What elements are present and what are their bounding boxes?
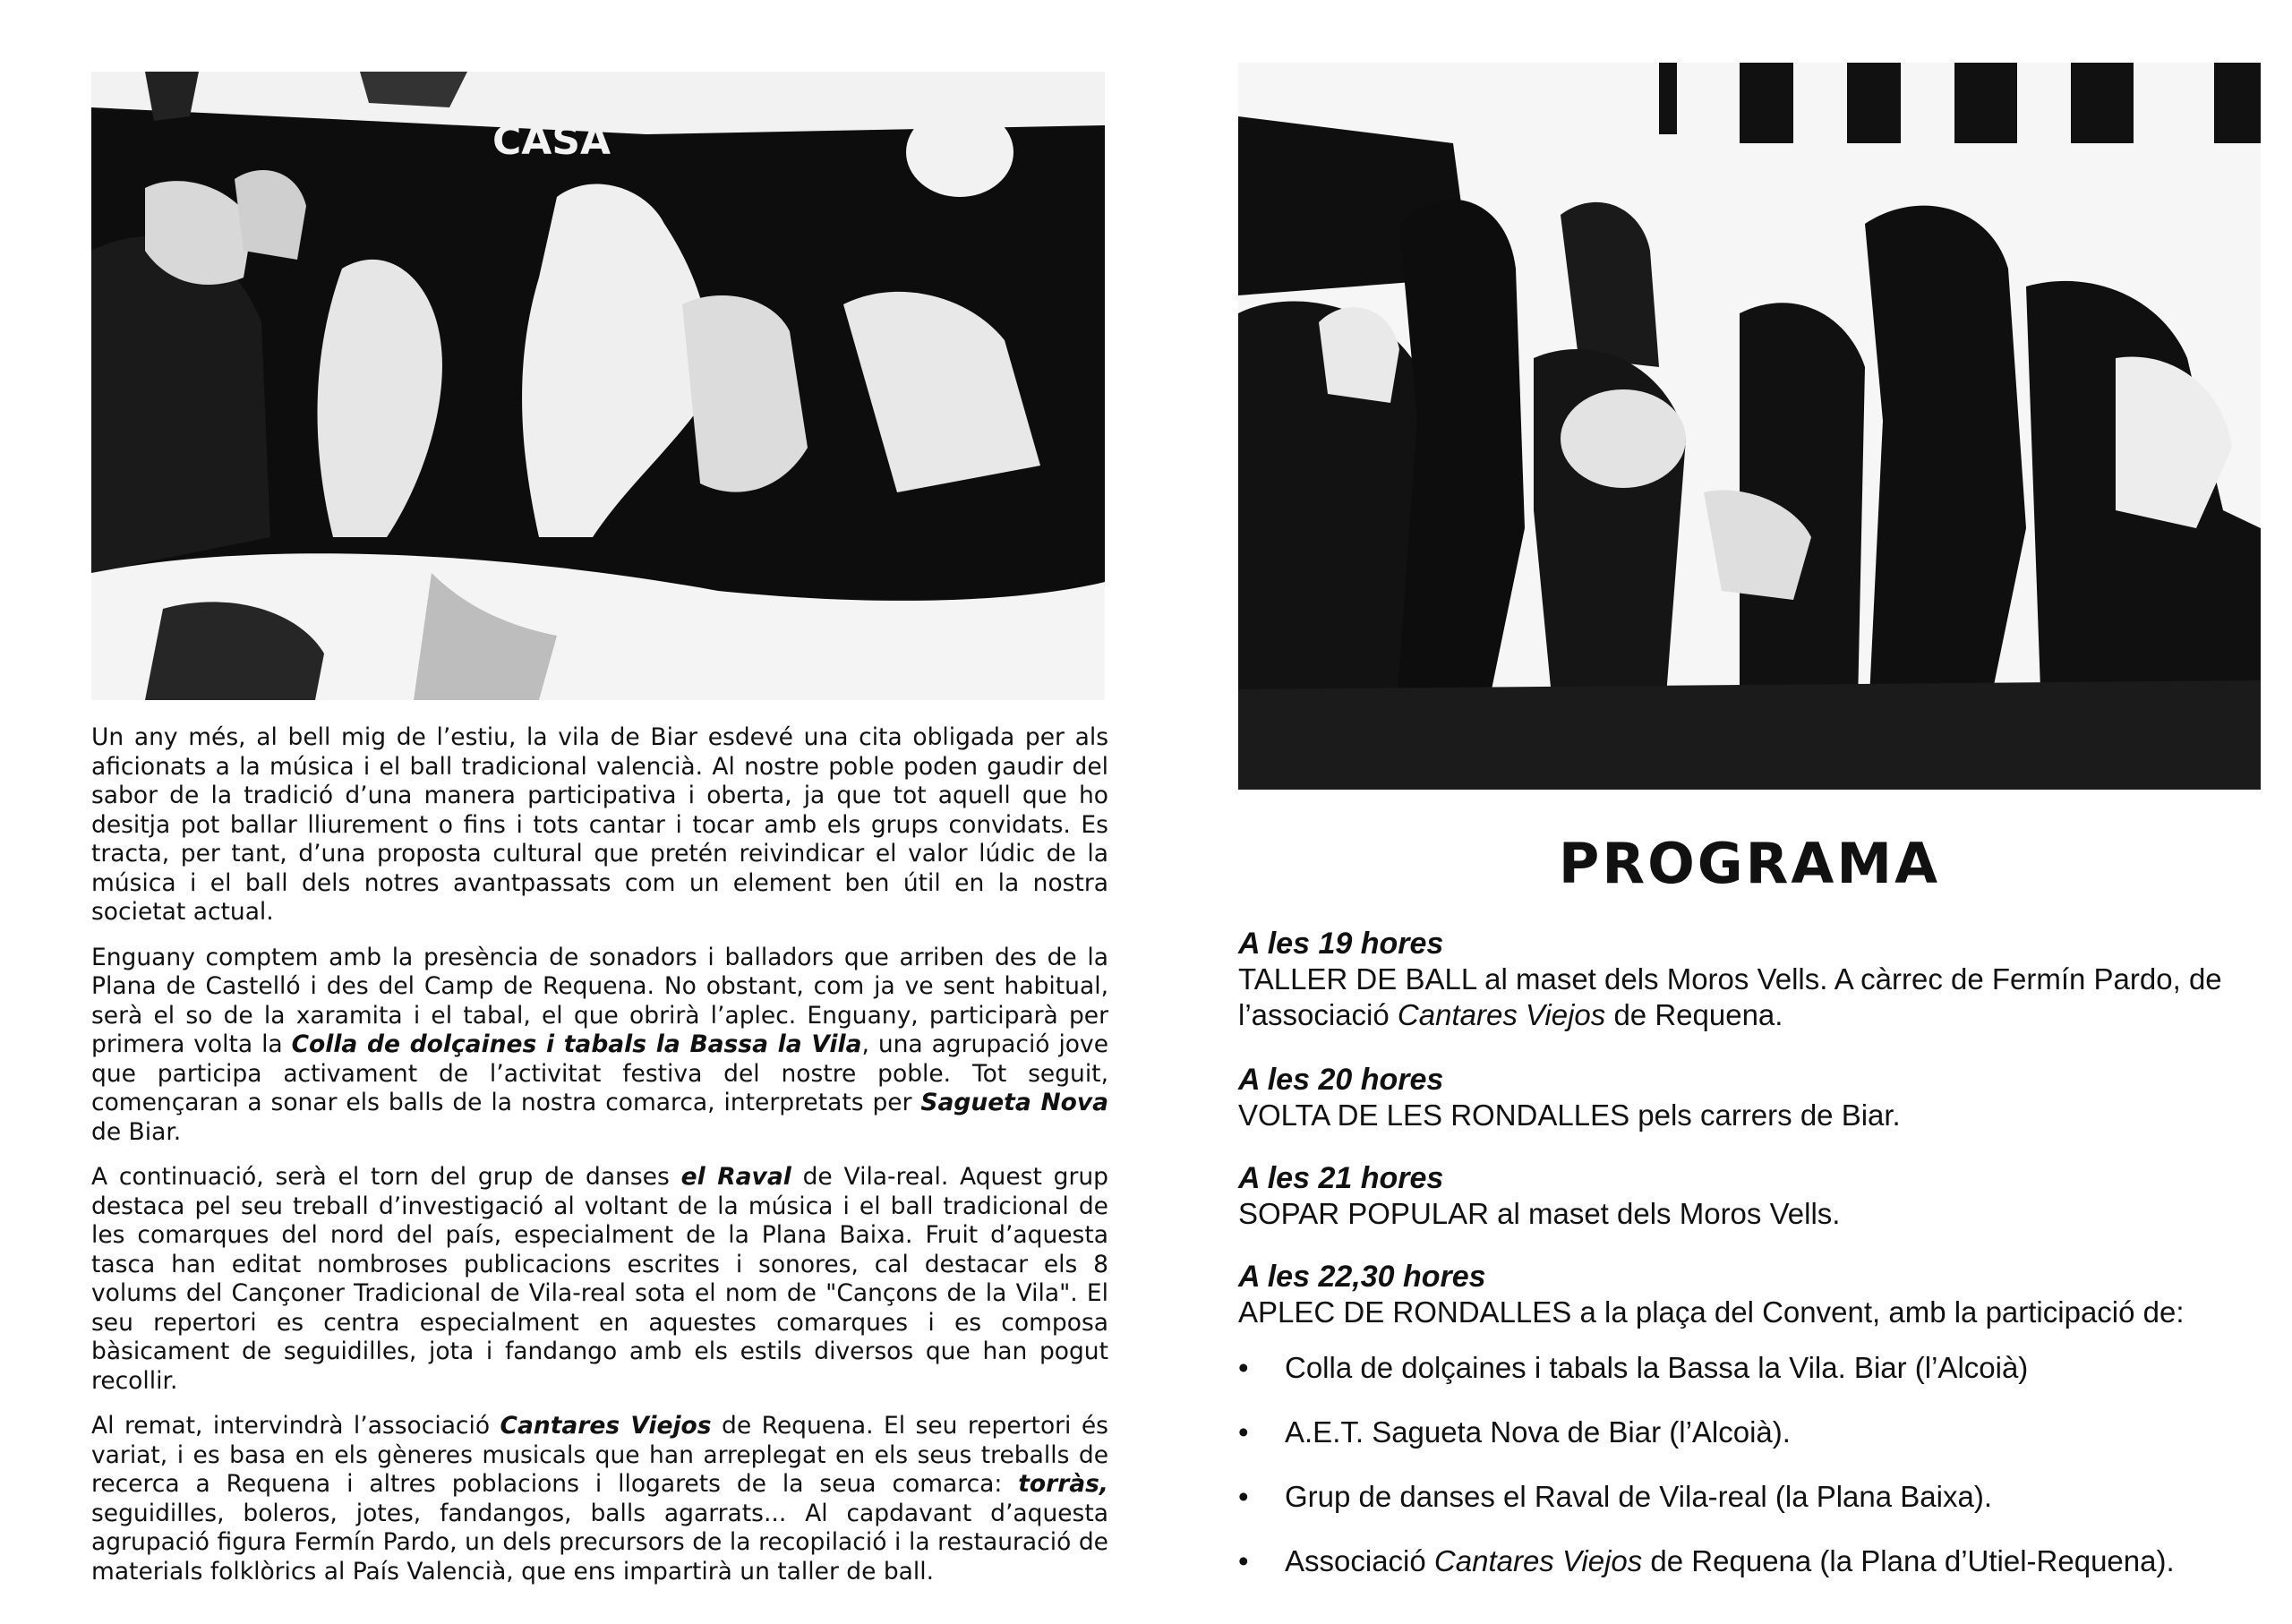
program-description: SOPAR POPULAR al maset dels Moros Vells.	[1238, 1197, 1841, 1230]
dance-photo-illustration	[91, 72, 1105, 700]
intro-paragraph-2: Enguany comptem amb la presència de sonadors i balladors que arriben des de la Plana de Castelló i des del Camp de Requena. No obstant, com ja ve sent habitual, serà el so de la xaramita i el tabal, el que obrirà l’aplec. Enguany, participarà per primera volta la Colla de dolçaines i tabals la Bassa la Vila, una agrupació jove que participa activament de l’activitat festiva del nostre poble. Tot seguit, començaran a sonar els balls de la nostra comarca, interpretats per Sagueta Nova de Biar.	[91, 943, 1109, 1146]
participant-item: • Grup de danses el Raval de Vila-real (la Plana Baixa).	[1238, 1480, 1992, 1513]
program-item-19h	[1238, 926, 2268, 1033]
intro-paragraph-1: Un any més, al bell mig de l’estiu, la vila de Biar esdevé una cita obligada per als aficionats a la música i el ball tradicional valencià. Al nostre poble poden gaudir del sabor de la tradició d’una manera participativa i oberta, ja que tot aquell que ho desitja pot ballar lliurement o fins i tots cantar i tocar amb els grups convidats. Es tracta, per tant, d’una proposta cultural que pretén reivindicar el valor lúdic de la música i el ball dels notres avantpassats com un element ben útil en la nostra societat actual.	[91, 723, 1108, 926]
program-item-20h	[1238, 1062, 2268, 1133]
bullet-icon: •	[1238, 1480, 1249, 1513]
bullet-icon: •	[1238, 1415, 1249, 1449]
casa-sign: CASA	[492, 118, 611, 164]
program-hour: A les 22,30 hores	[1238, 1260, 1486, 1294]
intro-paragraph-3: A continuació, serà el torn del grup de danses el Raval de Vila-real. Aquest grup destaca pel seu treball d’investigació al voltant de la música i el ball tradicional de les comarques del nord del país, especialment de la Plana Baixa. Fruit d’aquesta tasca han editat nombroses publicacions escrites i sonores, cal destacar els 8 volums del Cançoner Tradicional de Vila-real sota el nom de "Cançons de la Vila". El seu repertori es centra especialment en aquestes comarques i es composa bàsicament de seguidilles, jota i fandango amb els estils diversos que han pogut recollir.	[91, 1163, 1108, 1395]
program-hour: A les 20 hores	[1238, 1063, 1444, 1097]
participant-item: • Associació Cantares Viejos de Requena (la Plana d’Utiel-Requena).	[1238, 1544, 2175, 1577]
participant-item: • A.E.T. Sagueta Nova de Biar (l’Alcoià).	[1238, 1415, 1791, 1449]
dance-photo	[91, 72, 1105, 700]
program-description: VOLTA DE LES RONDALLES pels carrers de Biar.	[1238, 1098, 1901, 1132]
bullet-icon: •	[1238, 1544, 1249, 1577]
participants-list	[1238, 1350, 2268, 1608]
intro-text	[91, 723, 1108, 1603]
rondalla-photo	[1238, 63, 2261, 790]
program-hour: A les 19 hores	[1238, 927, 1444, 961]
program-description: TALLER DE BALL al maset dels Moros Vells. A càrrec de Fermín Pardo, de l’associació Cantares Viejos de Requena.	[1238, 962, 2222, 1031]
intro-paragraph-4: Al remat, intervindrà l’associació Cantares Viejos de Requena. El seu repertori és variat, i es basa en els gèneres musicals que han arreplegat en els seus treballs de recerca a Requena i altres poblacions i llogarets de la seua comarca: torràs, seguidilles, boleros, jotes, fandangos, balls agarrats... Al capdavant d’aquesta agrupació figura Fermín Pardo, un dels precursors de la recopilació i la restauració de materials folklòrics al País Valencià, que ens impartirà un taller de ball.	[91, 1412, 1108, 1586]
program-description: APLEC DE RONDALLES a la plaça del Convent, amb la participació de:	[1238, 1295, 2185, 1329]
program-item-2230h	[1238, 1259, 2268, 1330]
programa-title: PROGRAMA	[1558, 831, 1941, 896]
rondalla-photo-illustration	[1238, 63, 2261, 790]
bullet-icon: •	[1238, 1351, 1249, 1384]
participant-item: • Colla de dolçaines i tabals la Bassa la Vila. Biar (l’Alcoià)	[1238, 1351, 2029, 1384]
program-item-21h	[1238, 1160, 2268, 1232]
program-hour: A les 21 hores	[1238, 1161, 1444, 1195]
